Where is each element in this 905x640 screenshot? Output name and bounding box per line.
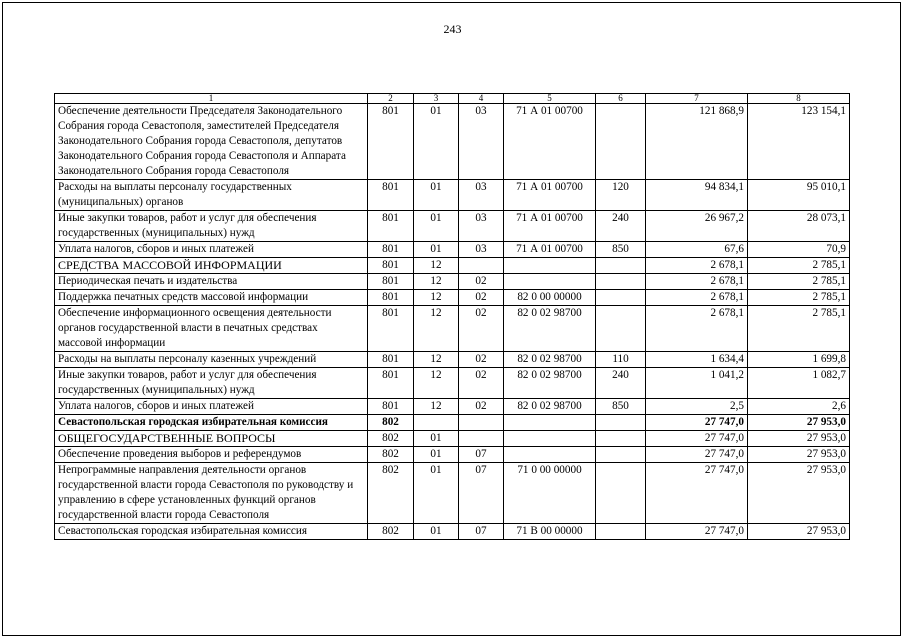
row-name: Периодическая печать и издательства	[55, 274, 368, 290]
subsection-code: 07	[459, 463, 504, 524]
target-article	[504, 274, 596, 290]
amount-year-2: 2,6	[748, 399, 850, 415]
column-number: 5	[504, 94, 596, 104]
column-number: 6	[596, 94, 646, 104]
expense-type	[596, 431, 646, 447]
table-row	[55, 447, 850, 463]
amount-year-2: 28 073,1	[748, 211, 850, 242]
ministry-code: 802	[368, 524, 414, 540]
budget-table	[54, 93, 850, 540]
amount-year-1: 27 747,0	[646, 415, 748, 431]
section-code: 12	[414, 258, 459, 274]
expense-type	[596, 290, 646, 306]
target-article	[504, 447, 596, 463]
section-code: 12	[414, 274, 459, 290]
ministry-code: 801	[368, 104, 414, 180]
table-row	[55, 290, 850, 306]
subsection-code: 02	[459, 352, 504, 368]
table-row	[55, 352, 850, 368]
row-name: Севастопольская городская избирательная комиссия	[55, 415, 368, 431]
table-row	[55, 274, 850, 290]
section-code	[414, 415, 459, 431]
section-code: 01	[414, 242, 459, 258]
expense-type	[596, 463, 646, 524]
expense-type: 850	[596, 399, 646, 415]
row-name: Расходы на выплаты персоналу государственных (муниципальных) органов	[55, 180, 368, 211]
table-row	[55, 524, 850, 540]
target-article	[504, 431, 596, 447]
amount-year-1: 27 747,0	[646, 463, 748, 524]
ministry-code: 801	[368, 258, 414, 274]
subsection-code: 03	[459, 104, 504, 180]
ministry-code: 801	[368, 399, 414, 415]
subsection-code: 03	[459, 180, 504, 211]
subsection-code: 03	[459, 242, 504, 258]
section-code: 12	[414, 368, 459, 399]
amount-year-1: 1 634,4	[646, 352, 748, 368]
target-article: 71 А 01 00700	[504, 180, 596, 211]
row-name: Иные закупки товаров, работ и услуг для обеспечения государственных (муниципальных) нужд	[55, 211, 368, 242]
table-row	[55, 180, 850, 211]
amount-year-1: 27 747,0	[646, 447, 748, 463]
amount-year-1: 121 868,9	[646, 104, 748, 180]
amount-year-2: 95 010,1	[748, 180, 850, 211]
amount-year-1: 67,6	[646, 242, 748, 258]
subsection-code	[459, 431, 504, 447]
section-code: 12	[414, 399, 459, 415]
amount-year-1: 2,5	[646, 399, 748, 415]
target-article: 82 0 02 98700	[504, 368, 596, 399]
ministry-code: 802	[368, 463, 414, 524]
row-name: Севастопольская городская избирательная комиссия	[55, 524, 368, 540]
row-name: Непрограммные направления деятельности органов государственной власти города Севастополя по руководству и управлению в сфере установленных функций органов государственной власти города Севастополя	[55, 463, 368, 524]
amount-year-2: 27 953,0	[748, 447, 850, 463]
table-row	[55, 258, 850, 274]
ministry-code: 802	[368, 415, 414, 431]
subsection-code	[459, 258, 504, 274]
subsection-code: 02	[459, 290, 504, 306]
amount-year-2: 2 785,1	[748, 290, 850, 306]
section-code: 12	[414, 352, 459, 368]
row-name: Обеспечение проведения выборов и референдумов	[55, 447, 368, 463]
section-code: 01	[414, 104, 459, 180]
table-row	[55, 104, 850, 180]
column-number: 2	[368, 94, 414, 104]
subsection-code: 02	[459, 368, 504, 399]
column-number-row	[55, 94, 850, 104]
row-name: ОБЩЕГОСУДАРСТВЕННЫЕ ВОПРОСЫ	[55, 431, 368, 447]
expense-type: 850	[596, 242, 646, 258]
ministry-code: 801	[368, 211, 414, 242]
row-name: СРЕДСТВА МАССОВОЙ ИНФОРМАЦИИ	[55, 258, 368, 274]
expense-type	[596, 415, 646, 431]
table-row	[55, 211, 850, 242]
row-name: Уплата налогов, сборов и иных платежей	[55, 399, 368, 415]
row-name: Поддержка печатных средств массовой информации	[55, 290, 368, 306]
amount-year-2: 27 953,0	[748, 463, 850, 524]
subsection-code: 02	[459, 274, 504, 290]
column-number: 8	[748, 94, 850, 104]
subsection-code: 02	[459, 306, 504, 352]
ministry-code: 802	[368, 447, 414, 463]
table-row	[55, 415, 850, 431]
row-name: Обеспечение деятельности Председателя Законодательного Собрания города Севастополя, заместителей Председателя Законодательного Собрания города Севастополя, депутатов Законодательного Собрания города Севастополя и Аппарата Законодательного Собрания города Севастополя	[55, 104, 368, 180]
amount-year-1: 27 747,0	[646, 431, 748, 447]
expense-type	[596, 447, 646, 463]
amount-year-2: 70,9	[748, 242, 850, 258]
ministry-code: 801	[368, 290, 414, 306]
amount-year-2: 1 082,7	[748, 368, 850, 399]
target-article: 82 0 00 00000	[504, 290, 596, 306]
amount-year-2: 27 953,0	[748, 524, 850, 540]
expense-type: 110	[596, 352, 646, 368]
amount-year-1: 2 678,1	[646, 258, 748, 274]
table-row	[55, 306, 850, 352]
ministry-code: 802	[368, 431, 414, 447]
column-number: 7	[646, 94, 748, 104]
ministry-code: 801	[368, 242, 414, 258]
amount-year-1: 2 678,1	[646, 274, 748, 290]
target-article: 71 0 00 00000	[504, 463, 596, 524]
table-row	[55, 463, 850, 524]
section-code: 01	[414, 524, 459, 540]
row-name: Уплата налогов, сборов и иных платежей	[55, 242, 368, 258]
table-row	[55, 368, 850, 399]
target-article: 71 А 01 00700	[504, 211, 596, 242]
section-code: 12	[414, 290, 459, 306]
ministry-code: 801	[368, 180, 414, 211]
row-name: Обеспечение информационного освещения деятельности органов государственной власти в печатных средствах массовой информации	[55, 306, 368, 352]
amount-year-2: 27 953,0	[748, 415, 850, 431]
expense-type: 240	[596, 211, 646, 242]
amount-year-2: 27 953,0	[748, 431, 850, 447]
amount-year-1: 27 747,0	[646, 524, 748, 540]
section-code: 12	[414, 306, 459, 352]
ministry-code: 801	[368, 274, 414, 290]
expense-type: 120	[596, 180, 646, 211]
target-article: 82 0 02 98700	[504, 399, 596, 415]
subsection-code	[459, 415, 504, 431]
target-article	[504, 415, 596, 431]
expense-type	[596, 258, 646, 274]
section-code: 01	[414, 180, 459, 211]
target-article: 71 А 01 00700	[504, 104, 596, 180]
subsection-code: 03	[459, 211, 504, 242]
amount-year-2: 2 785,1	[748, 258, 850, 274]
row-name: Расходы на выплаты персоналу казенных учреждений	[55, 352, 368, 368]
amount-year-1: 94 834,1	[646, 180, 748, 211]
section-code: 01	[414, 431, 459, 447]
expense-type: 240	[596, 368, 646, 399]
amount-year-1: 26 967,2	[646, 211, 748, 242]
table-row	[55, 242, 850, 258]
column-number: 4	[459, 94, 504, 104]
ministry-code: 801	[368, 306, 414, 352]
column-number: 1	[55, 94, 368, 104]
target-article: 82 0 02 98700	[504, 306, 596, 352]
column-number: 3	[414, 94, 459, 104]
subsection-code: 02	[459, 399, 504, 415]
row-name: Иные закупки товаров, работ и услуг для обеспечения государственных (муниципальных) нужд	[55, 368, 368, 399]
target-article: 71 В 00 00000	[504, 524, 596, 540]
target-article: 71 А 01 00700	[504, 242, 596, 258]
amount-year-1: 1 041,2	[646, 368, 748, 399]
table-row	[55, 431, 850, 447]
table-row	[55, 399, 850, 415]
page-number: 243	[443, 22, 462, 36]
subsection-code: 07	[459, 524, 504, 540]
ministry-code: 801	[368, 352, 414, 368]
expense-type	[596, 306, 646, 352]
expense-type	[596, 524, 646, 540]
amount-year-2: 1 699,8	[748, 352, 850, 368]
expense-type	[596, 104, 646, 180]
amount-year-1: 2 678,1	[646, 306, 748, 352]
amount-year-2: 2 785,1	[748, 306, 850, 352]
section-code: 01	[414, 447, 459, 463]
target-article: 82 0 02 98700	[504, 352, 596, 368]
amount-year-2: 123 154,1	[748, 104, 850, 180]
target-article	[504, 258, 596, 274]
amount-year-2: 2 785,1	[748, 274, 850, 290]
section-code: 01	[414, 211, 459, 242]
ministry-code: 801	[368, 368, 414, 399]
expense-type	[596, 274, 646, 290]
section-code: 01	[414, 463, 459, 524]
subsection-code: 07	[459, 447, 504, 463]
amount-year-1: 2 678,1	[646, 290, 748, 306]
